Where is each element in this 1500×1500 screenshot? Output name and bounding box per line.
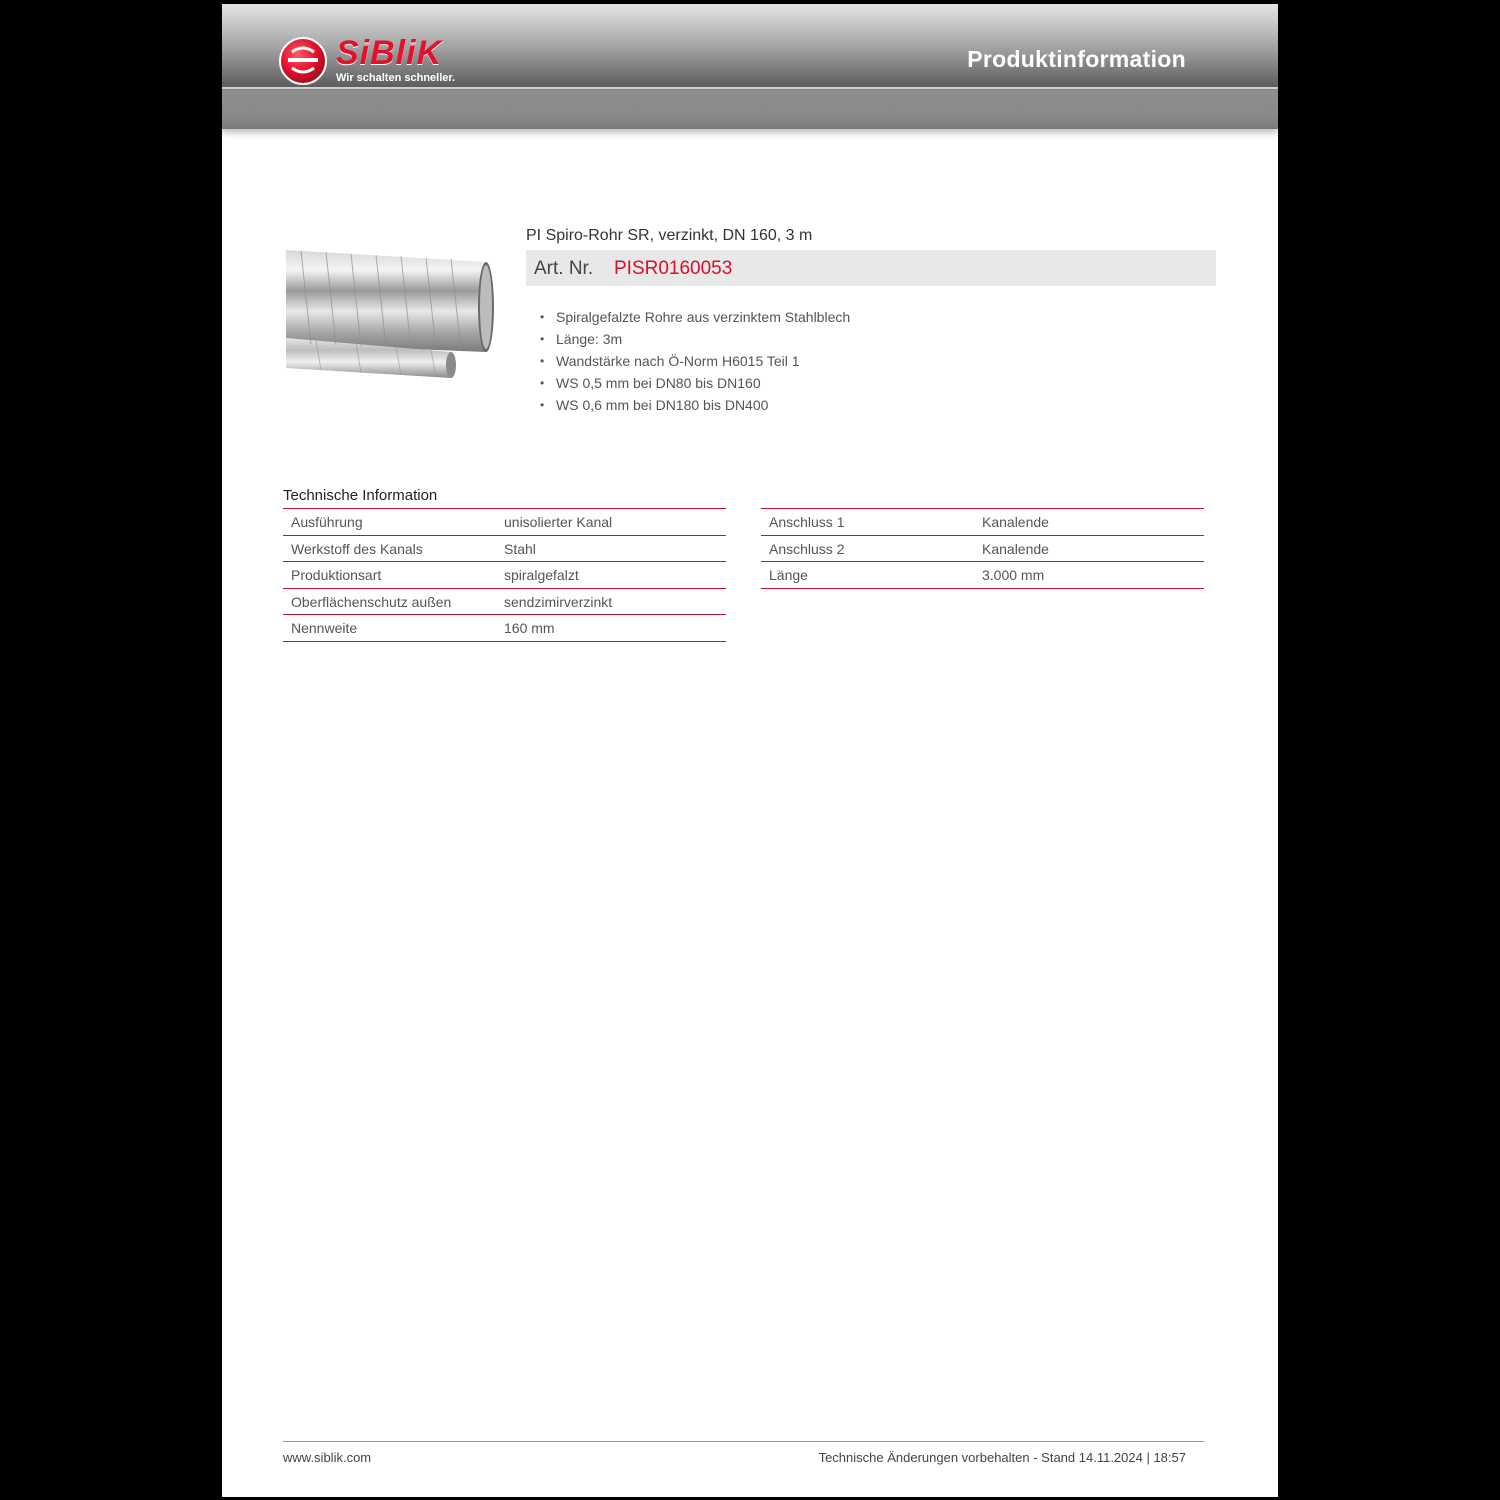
- footer-divider: [283, 1441, 1204, 1442]
- feature-text: Spiralgefalzte Rohre aus verzinktem Stahlblech: [556, 309, 851, 325]
- table-value: unisolierter Kanal: [504, 514, 613, 530]
- feature-text: Wandstärke nach Ö-Norm H6015 Teil 1: [556, 353, 800, 369]
- table-key: Nennweite: [291, 620, 358, 636]
- table-row: [761, 509, 1204, 536]
- article-number-value: PISR0160053: [614, 258, 733, 279]
- logo-tagline: Wir schalten schneller.: [336, 72, 456, 84]
- table-value: spiralgefalzt: [504, 567, 579, 583]
- page-header: [222, 4, 1278, 129]
- list-item: [540, 350, 850, 372]
- table-value: 160 mm: [504, 620, 555, 636]
- table-key: Länge: [769, 567, 808, 583]
- table-key: Ausführung: [291, 514, 363, 530]
- page-title: Produktinformation: [967, 46, 1186, 72]
- feature-text: Länge: 3m: [556, 331, 623, 347]
- feature-text: WS 0,6 mm bei DN180 bis DN400: [556, 397, 769, 413]
- table-row: [283, 509, 726, 536]
- table-value: 3.000 mm: [982, 567, 1045, 583]
- feature-text: WS 0,5 mm bei DN80 bis DN160: [556, 375, 761, 391]
- table-row: [761, 562, 1204, 589]
- table-row: [283, 589, 726, 616]
- list-item: [540, 394, 850, 416]
- product-title: PI Spiro-Rohr SR, verzinkt, DN 160, 3 m: [526, 227, 813, 244]
- tech-table-right: [761, 508, 1204, 589]
- table-value: sendzimirverzinkt: [504, 593, 613, 610]
- list-item: [540, 306, 850, 328]
- bullet-icon: •: [540, 332, 545, 346]
- bullet-icon: •: [540, 354, 545, 368]
- footer-note: Technische Änderungen vorbehalten - Stand 14.11.2024 | 18:57: [818, 1450, 1186, 1465]
- tech-info-heading: Technische Information: [283, 487, 438, 504]
- table-key: Anschluss 2: [769, 540, 845, 557]
- table-row: [283, 536, 726, 563]
- header-divider: [222, 87, 1278, 89]
- table-value: Kanalende: [982, 540, 1049, 557]
- table-value: Stahl: [504, 540, 536, 557]
- table-key: Oberflächenschutz außen: [291, 593, 452, 610]
- tech-table-left: [283, 508, 726, 642]
- article-number-bar: [526, 250, 1216, 286]
- table-row: [283, 615, 726, 642]
- article-number-label: Art. Nr.: [534, 258, 594, 279]
- siblik-logo: [278, 36, 468, 86]
- spiral-duct-image: [286, 240, 496, 380]
- bullet-icon: •: [540, 376, 545, 390]
- table-key: Werkstoff des Kanals: [291, 540, 423, 557]
- table-key: Produktionsart: [291, 567, 382, 583]
- website-link[interactable]: www.siblik.com: [283, 1450, 372, 1465]
- logo-wordmark: SiBliK: [336, 34, 443, 72]
- list-item: [540, 328, 850, 350]
- table-value: Kanalende: [982, 514, 1049, 530]
- bullet-icon: •: [540, 398, 545, 412]
- table-key: Anschluss 1: [769, 514, 845, 530]
- bullet-icon: •: [540, 310, 545, 324]
- table-row: [283, 562, 726, 589]
- siblik-logo-icon: [278, 36, 328, 86]
- list-item: [540, 372, 850, 394]
- table-row: [761, 536, 1204, 563]
- feature-list: [540, 306, 850, 416]
- product-sheet-page: [222, 4, 1278, 1497]
